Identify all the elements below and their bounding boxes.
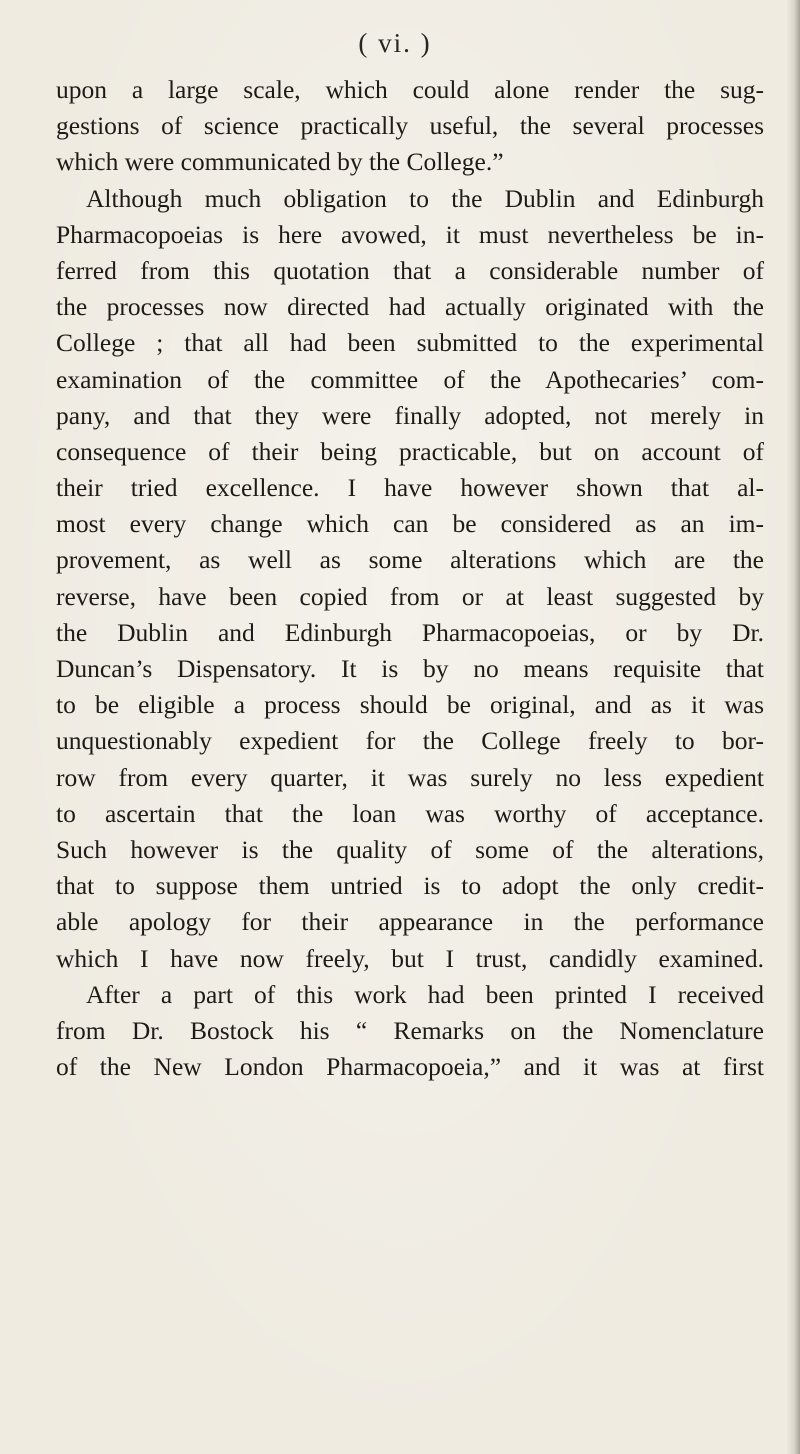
text-line: that to suppose them untried is to adopt the only credit-: [56, 871, 764, 901]
page-edge-shadow: [786, 0, 800, 1454]
text-line: provement, as well as some alterations which are the: [56, 545, 764, 575]
text-line: Pharmacopoeias is here avowed, it must nevertheless be in-: [56, 219, 764, 249]
text-line: able apology for their appearance in the performance: [56, 907, 764, 937]
body-text: [56, 72, 764, 1085]
text-line: most every change which can be considered as an im-: [56, 509, 764, 539]
page-number: ( vi. ): [358, 28, 432, 58]
text-line: examination of the committee of the Apothecaries’ com-: [56, 364, 764, 394]
text-line: from Dr. Bostock his “ Remarks on the Nomenclature: [56, 1015, 764, 1045]
text-line: upon a large scale, which could alone render the sug-: [56, 75, 764, 104]
text-line: unquestionably expedient for the College freely to bor-: [56, 726, 764, 756]
text-line: pany, and that they were finally adopted, not merely in: [56, 400, 764, 430]
text-line: the Dublin and Edinburgh Pharmacopoeias, or by Dr.: [56, 617, 764, 647]
text-line: which I have now freely, but I trust, candidly examined.: [56, 943, 764, 973]
text-line: gestions of science practically useful, the several processes: [56, 111, 764, 141]
text-line: their tried excellence. I have however shown that al-: [56, 473, 764, 503]
text-line: consequence of their being practicable, but on account of: [56, 436, 764, 466]
text-line: Duncan’s Dispensatory. It is by no means requisite that: [56, 654, 764, 683]
text-line: of the New London Pharmacopoeia,” and it was at first: [56, 1052, 764, 1082]
text-line: College ; that all had been submitted to the experimental: [56, 328, 764, 358]
text-line: After a part of this work had been printed I received: [86, 979, 764, 1009]
text-line: ferred from this quotation that a considerable number of: [56, 255, 764, 285]
text-line: Such however is the quality of some of the alterations,: [56, 834, 764, 864]
text-line: Although much obligation to the Dublin and Edinburgh: [86, 183, 764, 213]
text-line: reverse, have been copied from or at least suggested by: [56, 581, 764, 611]
text-line: to be eligible a process should be original, and as it was: [56, 690, 764, 720]
text-line: row from every quarter, it was surely no less expedient: [56, 762, 764, 792]
text-line: which were communicated by the College.”: [56, 147, 504, 177]
text-line: to ascertain that the loan was worthy of acceptance.: [56, 798, 764, 828]
text-line: the processes now directed had actually originated with the: [56, 292, 764, 322]
